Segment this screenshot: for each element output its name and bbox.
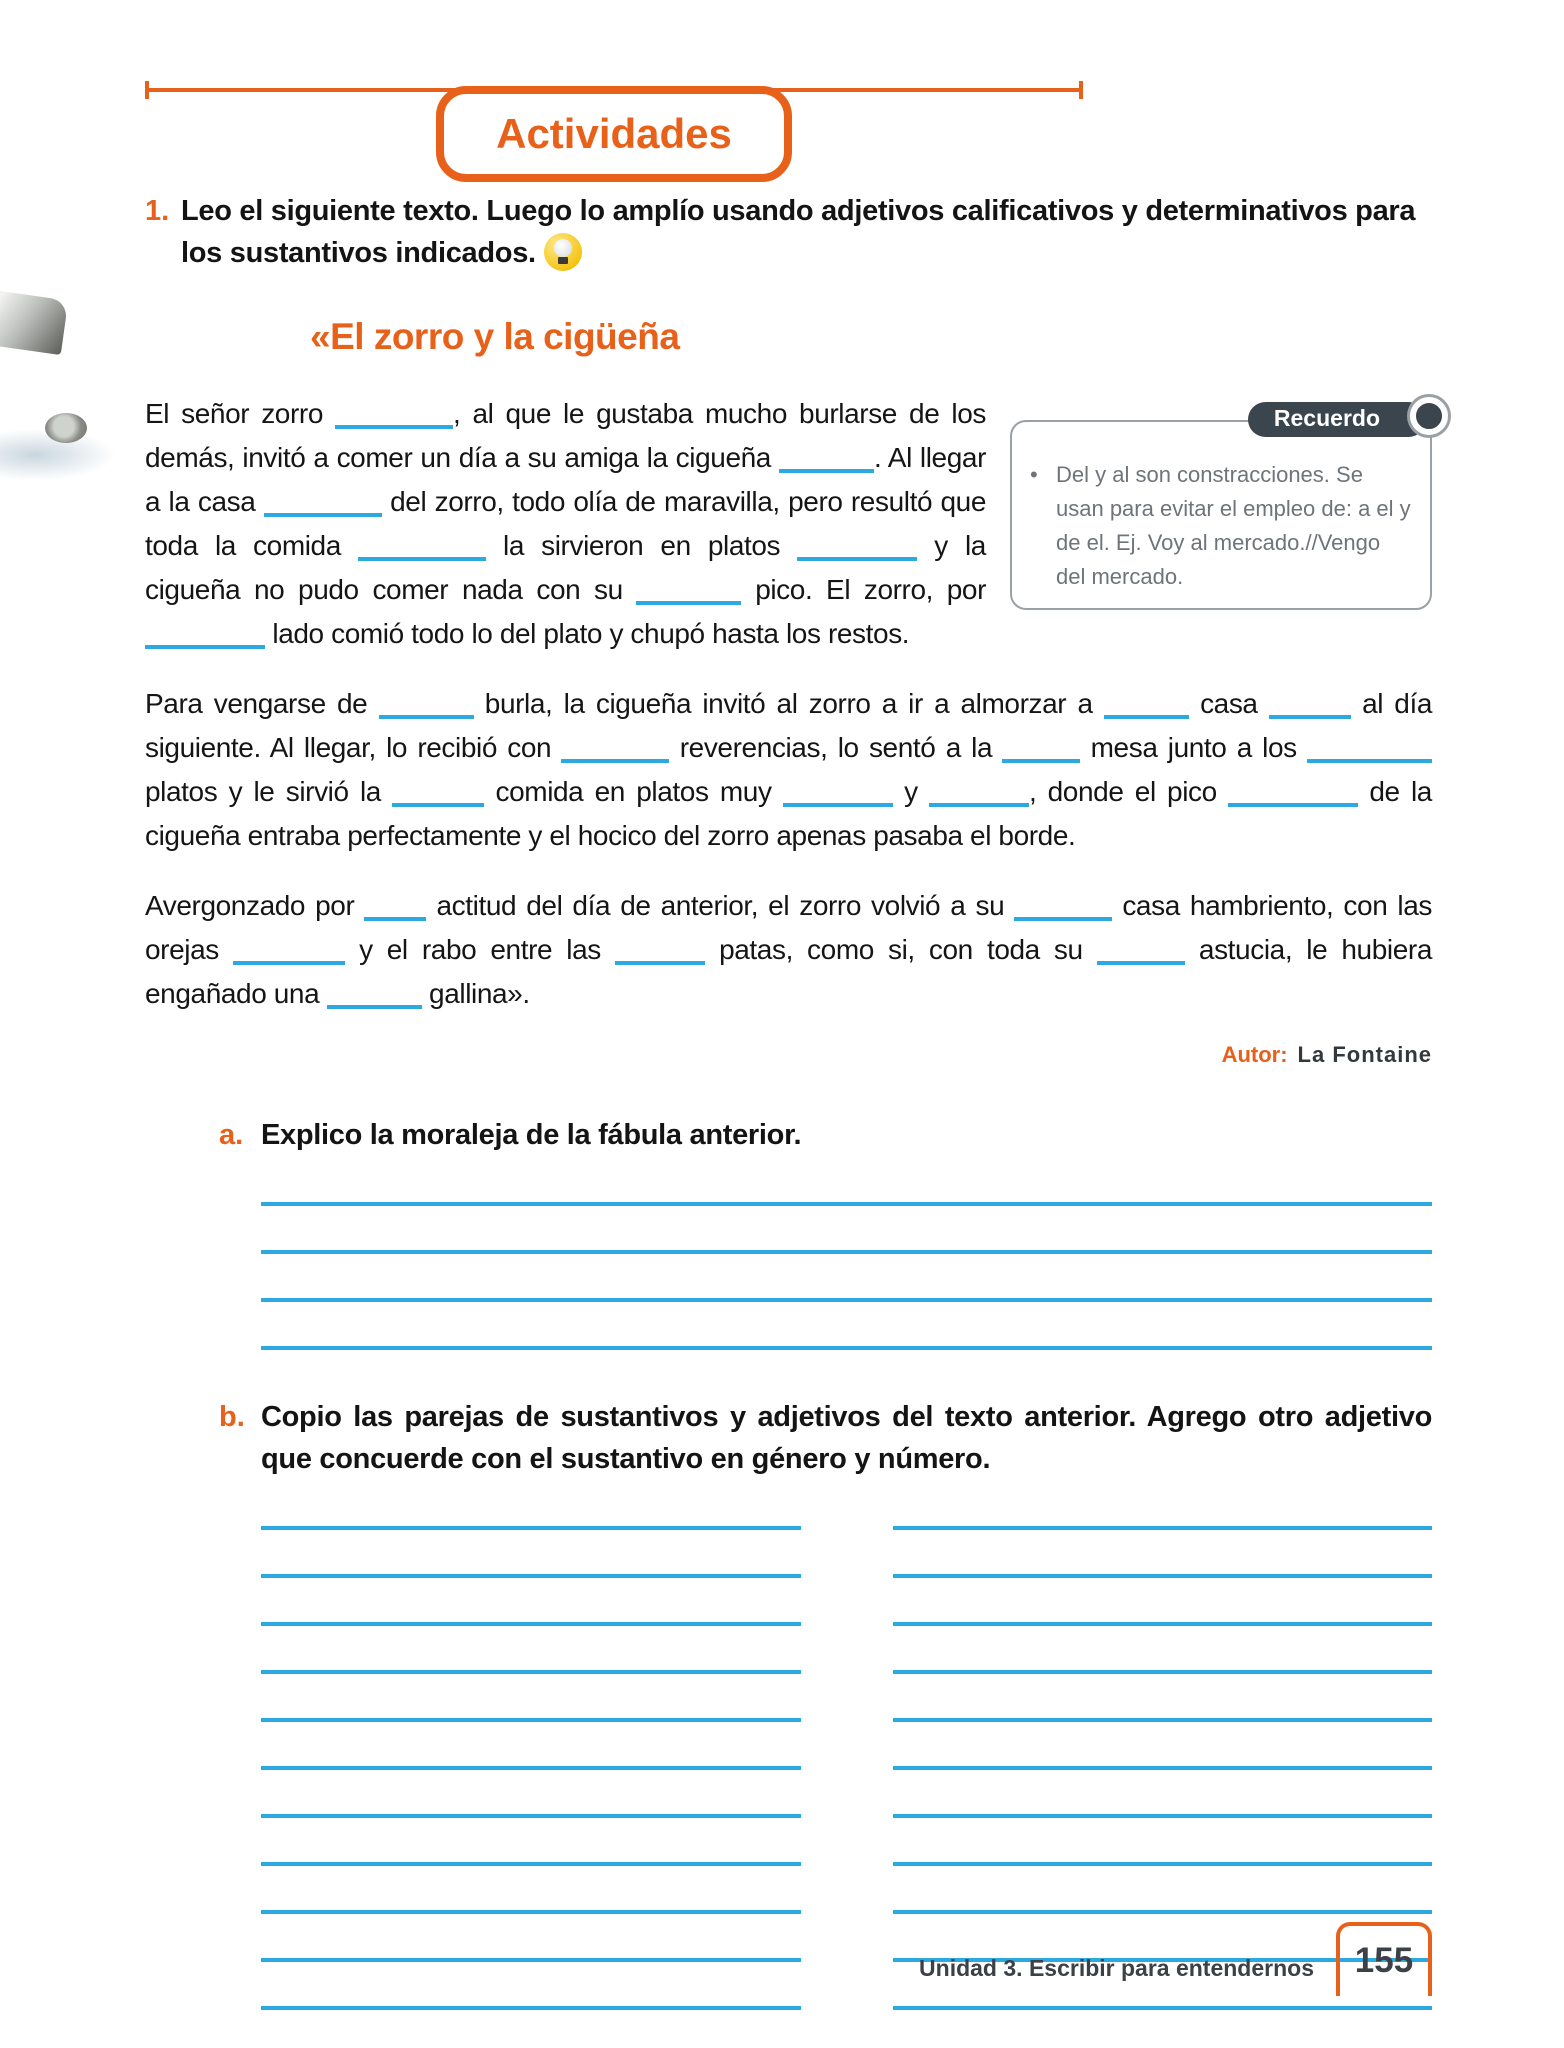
fill-in-blank[interactable] — [264, 483, 382, 517]
unit-footer-text: Unidad 3. Escribir para entendernos — [919, 1955, 1314, 1981]
writing-line[interactable] — [893, 1722, 1433, 1770]
fable-text-block — [145, 392, 1432, 1068]
fable-paragraph: Para vengarse de burla, la cigueña invitó al zorro a ir a almorzar a casa al día siguiente. Al llegar, lo recibió con reverencias, lo sentó a la mesa junto a los platos y le sirvió la comida en platos muy y , donde el pico de la cigueña entraba perfectamente y el hocico del zorro apenas pasaba el borde. — [145, 682, 1432, 858]
fill-in-blank[interactable] — [233, 931, 345, 965]
fill-in-blank[interactable] — [636, 571, 741, 605]
margin-photo-toy-truck — [0, 275, 118, 485]
page-number: 155 — [1354, 1941, 1414, 1980]
writing-line[interactable] — [893, 1674, 1433, 1722]
bullet-icon: • — [1030, 462, 1038, 487]
fill-in-blank[interactable] — [145, 615, 265, 649]
section-a-head — [145, 1114, 1432, 1156]
fill-in-blank[interactable] — [1228, 773, 1358, 807]
section-b-letter: b. — [219, 1401, 245, 1433]
recuerdo-callout — [1010, 402, 1432, 610]
fill-in-blank[interactable] — [364, 887, 426, 921]
fill-in-blank[interactable] — [327, 975, 422, 1009]
writing-line-column — [261, 1158, 1432, 1350]
writing-line[interactable] — [261, 1770, 801, 1818]
writing-line[interactable] — [261, 1866, 801, 1914]
fable-title: «El zorro y la cigüeña — [310, 316, 680, 357]
page-number-box — [1336, 1922, 1432, 1996]
recuerdo-item-text: Del y al son constracciones. Se usan para evitar el empleo de: a el y de el. Ej. Voy al mercado.//Vengo del mercado. — [1056, 462, 1411, 589]
recuerdo-body — [1010, 420, 1432, 610]
fill-in-blank[interactable] — [1097, 931, 1185, 965]
section-b-head — [145, 1396, 1432, 1480]
author-line — [145, 1042, 1432, 1068]
top-rule — [145, 88, 1083, 157]
bulb-base — [558, 257, 568, 264]
writing-line[interactable] — [261, 1914, 801, 1962]
rule-end-tick — [1079, 81, 1083, 99]
writing-line[interactable] — [261, 1530, 801, 1578]
photo-shadow — [0, 425, 118, 485]
section-b — [145, 1396, 1432, 2010]
recuerdo-item — [1030, 458, 1414, 594]
writing-line[interactable] — [261, 1482, 801, 1530]
activity-number: 1. — [145, 195, 170, 227]
recuerdo-items — [1030, 458, 1414, 594]
writing-line[interactable] — [261, 1302, 1432, 1350]
fill-in-blank[interactable] — [392, 773, 484, 807]
writing-line[interactable] — [261, 1206, 1432, 1254]
activity-instruction-text: Leo el siguiente texto. Luego lo amplío usando adjetivos calificativos y determinativos para los sustantivos indicados. — [181, 195, 1416, 269]
writing-line[interactable] — [261, 1722, 801, 1770]
fill-in-blank[interactable] — [1104, 685, 1189, 719]
writing-line[interactable] — [261, 1578, 801, 1626]
writing-line-column — [261, 1482, 801, 2010]
truck-cab-shape — [0, 286, 68, 355]
writing-line[interactable] — [893, 1866, 1433, 1914]
fill-in-blank[interactable] — [379, 685, 474, 719]
activity-1-instruction — [145, 190, 1432, 274]
section-a-prompt: Explico la moraleja de la fábula anterior. — [261, 1119, 802, 1151]
fill-in-blank[interactable] — [358, 527, 486, 561]
fill-in-blank[interactable] — [335, 395, 453, 429]
fill-in-blank[interactable] — [797, 527, 917, 561]
truck-body-shape — [0, 322, 116, 469]
recuerdo-knob-icon — [1410, 397, 1448, 435]
writing-line[interactable] — [893, 1578, 1433, 1626]
author-label: Autor: — [1221, 1042, 1288, 1067]
fill-in-blank[interactable] — [783, 773, 893, 807]
writing-line[interactable] — [261, 1626, 801, 1674]
page-title: Actividades — [496, 110, 732, 157]
section-a-letter: a. — [219, 1119, 244, 1151]
writing-line[interactable] — [893, 1482, 1433, 1530]
fable-paragraph: El señor zorro , al que le gustaba mucho burlarse de los demás, invitó a comer un día a su amiga la cigueña . Al llegar a la casa del zorro, todo olía de maravilla, pero resultó que toda la comida la sirvieron en platos y la cigueña no pudo comer nada con su pico. El zorro, por lado comió todo lo del plato y chupó hasta los restos. — [145, 392, 1432, 656]
fill-in-blank[interactable] — [1307, 729, 1432, 763]
writing-line[interactable] — [893, 1626, 1433, 1674]
fill-in-blank[interactable] — [1002, 729, 1080, 763]
recuerdo-tab-label: Recuerdo — [1248, 402, 1426, 437]
section-a — [145, 1114, 1432, 1350]
fill-in-blank[interactable] — [1014, 887, 1112, 921]
writing-line[interactable] — [261, 1818, 801, 1866]
author-name: La Fontaine — [1297, 1042, 1432, 1067]
writing-line[interactable] — [261, 1158, 1432, 1206]
section-b-prompt: Copio las parejas de sustantivos y adjetivos del texto anterior. Agrego otro adjetivo que concuerde con el sustantivo en género y número. — [261, 1401, 1432, 1475]
writing-line[interactable] — [893, 1818, 1433, 1866]
fill-in-blank[interactable] — [929, 773, 1029, 807]
lightbulb-icon — [544, 233, 582, 271]
writing-lines — [261, 1158, 1432, 1350]
fill-in-blank[interactable] — [779, 439, 874, 473]
writing-line[interactable] — [893, 1770, 1433, 1818]
page-footer — [919, 1922, 1432, 1996]
writing-line[interactable] — [893, 1530, 1433, 1578]
writing-line[interactable] — [261, 1962, 801, 2010]
bulb-glass — [554, 239, 572, 257]
writing-line[interactable] — [261, 1674, 801, 1722]
rule-end-tick — [145, 81, 149, 99]
fill-in-blank[interactable] — [1269, 685, 1351, 719]
fill-in-blank[interactable] — [615, 931, 705, 965]
fill-in-blank[interactable] — [561, 729, 669, 763]
fable-paragraph: Avergonzado por actitud del día de anterior, el zorro volvió a su casa hambriento, con las orejas y el rabo entre las patas, como si, con toda su astucia, le hubiera engañado una gallina». — [145, 884, 1432, 1016]
main-content — [145, 190, 1432, 2010]
writing-line[interactable] — [261, 1254, 1432, 1302]
truck-wheel-shape — [45, 413, 87, 443]
activities-header-badge — [436, 86, 792, 182]
